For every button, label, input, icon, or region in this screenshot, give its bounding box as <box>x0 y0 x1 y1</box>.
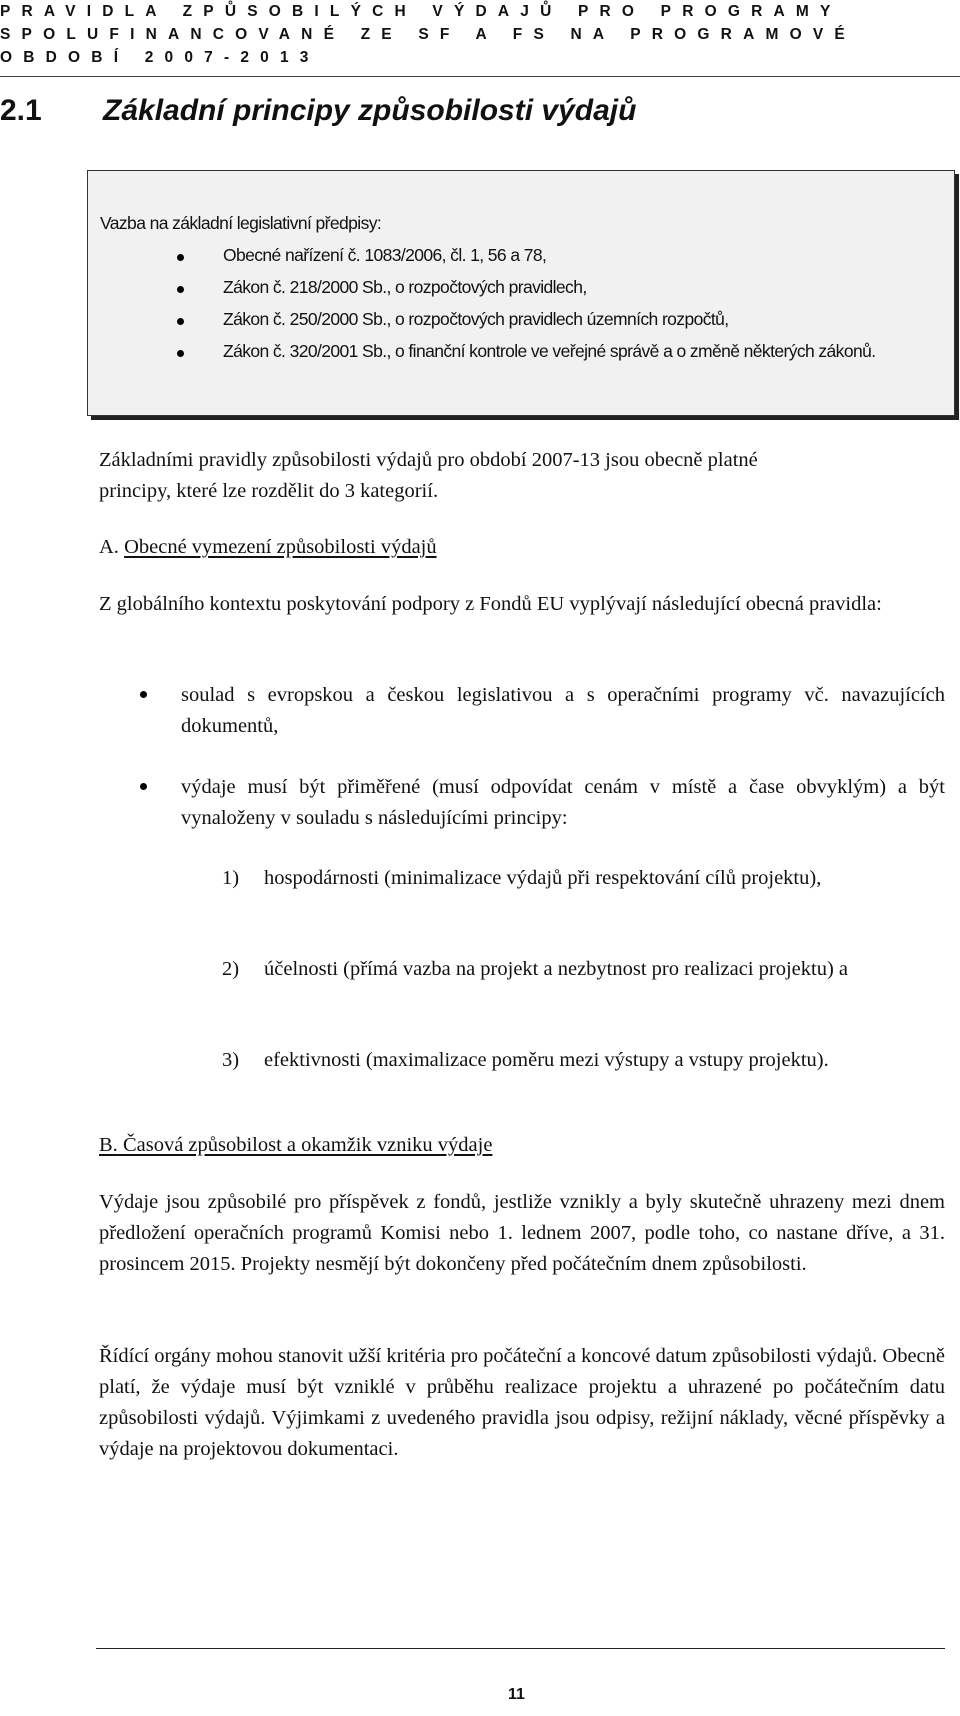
legislation-item: Zákon č. 320/2001 Sb., o finanční kontrole ve veřejné správě a o změně některých zákonů. <box>223 341 876 361</box>
legislation-item: Zákon č. 250/2000 Sb., o rozpočtových pravidlech územních rozpočtů, <box>223 309 729 329</box>
footer-divider <box>96 1648 945 1649</box>
legislation-item: Zákon č. 218/2000 Sb., o rozpočtových pravidlech, <box>223 277 587 297</box>
principle-number: 3) <box>222 1049 240 1071</box>
subsection-b-paragraph-1: Výdaje jsou způsobilé pro příspěvek z fondů, jestliže vznikly a byly skutečně uhrazeny mezi dnem předložení operačních programů Komisi nebo 1. lednem 2007, podle toho, co nastane dříve, a 31. prosincem 2015. Projekty nesmějí být dokončeny před počátečním dnem způsobilosti. <box>99 1191 945 1275</box>
legislation-title: Vazba na základní legislativní předpisy: <box>100 213 382 233</box>
legislation-item: Obecné nařízení č. 1083/2006, čl. 1, 56 a 78, <box>223 245 547 265</box>
legislation-box <box>87 170 955 416</box>
header-line-3: OBDOBÍ 2007-2013 <box>0 49 320 66</box>
header-line-1: PRAVIDLA ZPŮSOBILÝCH VÝDAJŮ PRO PROGRAMY <box>0 3 842 20</box>
subsection-b-paragraph-2: Řídící orgány mohou stanovit užší kritéria pro počáteční a koncové datum způsobilosti výdajů. Obecně platí, že výdaje musí být vzniklé v průběhu realizace projektu a uhrazené po počátečním datu způsobilosti výdajů. Výjimkami z uvedeného pravidla jsou odpisy, režijní náklady, věcné příspěvky a výdaje na projektovou dokumentaci. <box>99 1345 945 1460</box>
principle-text: efektivnosti (maximalizace poměru mezi výstupy a vstupy projektu). <box>264 1049 829 1071</box>
header-line-2: SPOLUFINANCOVANÉ ZE SF A FS NA PROGRAMOVÉ <box>0 26 856 43</box>
principle-text: hospodárnosti (minimalizace výdajů při respektování cílů projektu), <box>264 867 822 889</box>
subsection-b-prefix: B. <box>99 1134 118 1156</box>
subsection-a-prefix: A. <box>99 536 119 558</box>
subsection-a-heading <box>99 532 945 563</box>
subsection-b-label <box>99 1134 492 1156</box>
header-divider <box>0 76 960 77</box>
running-header <box>0 0 960 69</box>
section-heading <box>0 94 636 128</box>
principle-text: účelnosti (přímá vazba na projekt a nezbytnost pro realizaci projektu) a <box>264 958 849 980</box>
section-number: 2.1 <box>0 94 42 127</box>
principle-number: 2) <box>222 958 240 980</box>
intro-line-1: Základními pravidly způsobilosti výdajů pro období 2007-13 jsou obecně platné <box>99 449 758 471</box>
page-number: 11 <box>508 1686 525 1703</box>
subsection-a-title: Obecné vymezení způsobilosti výdajů <box>124 536 437 558</box>
list-item: výdaje musí být přiměřené (musí odpovídat cenám v místě a čase obvyklým) a být vynaloženy v souladu s následujícími principy: <box>181 772 945 834</box>
subsection-b-heading <box>99 1130 945 1161</box>
section-title: Základní principy způsobilosti výdajů <box>103 94 637 127</box>
principle-number: 1) <box>222 867 240 889</box>
intro-line-2: principy, které lze rozdělit do 3 kategorií. <box>99 480 439 502</box>
subsection-a-intro: Z globálního kontextu poskytování podpory z Fondů EU vyplývají následující obecná pravidla: <box>99 593 882 615</box>
subsection-b-title: Časová způsobilost a okamžik vzniku výdaje <box>122 1134 493 1156</box>
list-item: soulad s evropskou a českou legislativou a s operačními programy vč. navazujících dokumentů, <box>181 680 945 742</box>
